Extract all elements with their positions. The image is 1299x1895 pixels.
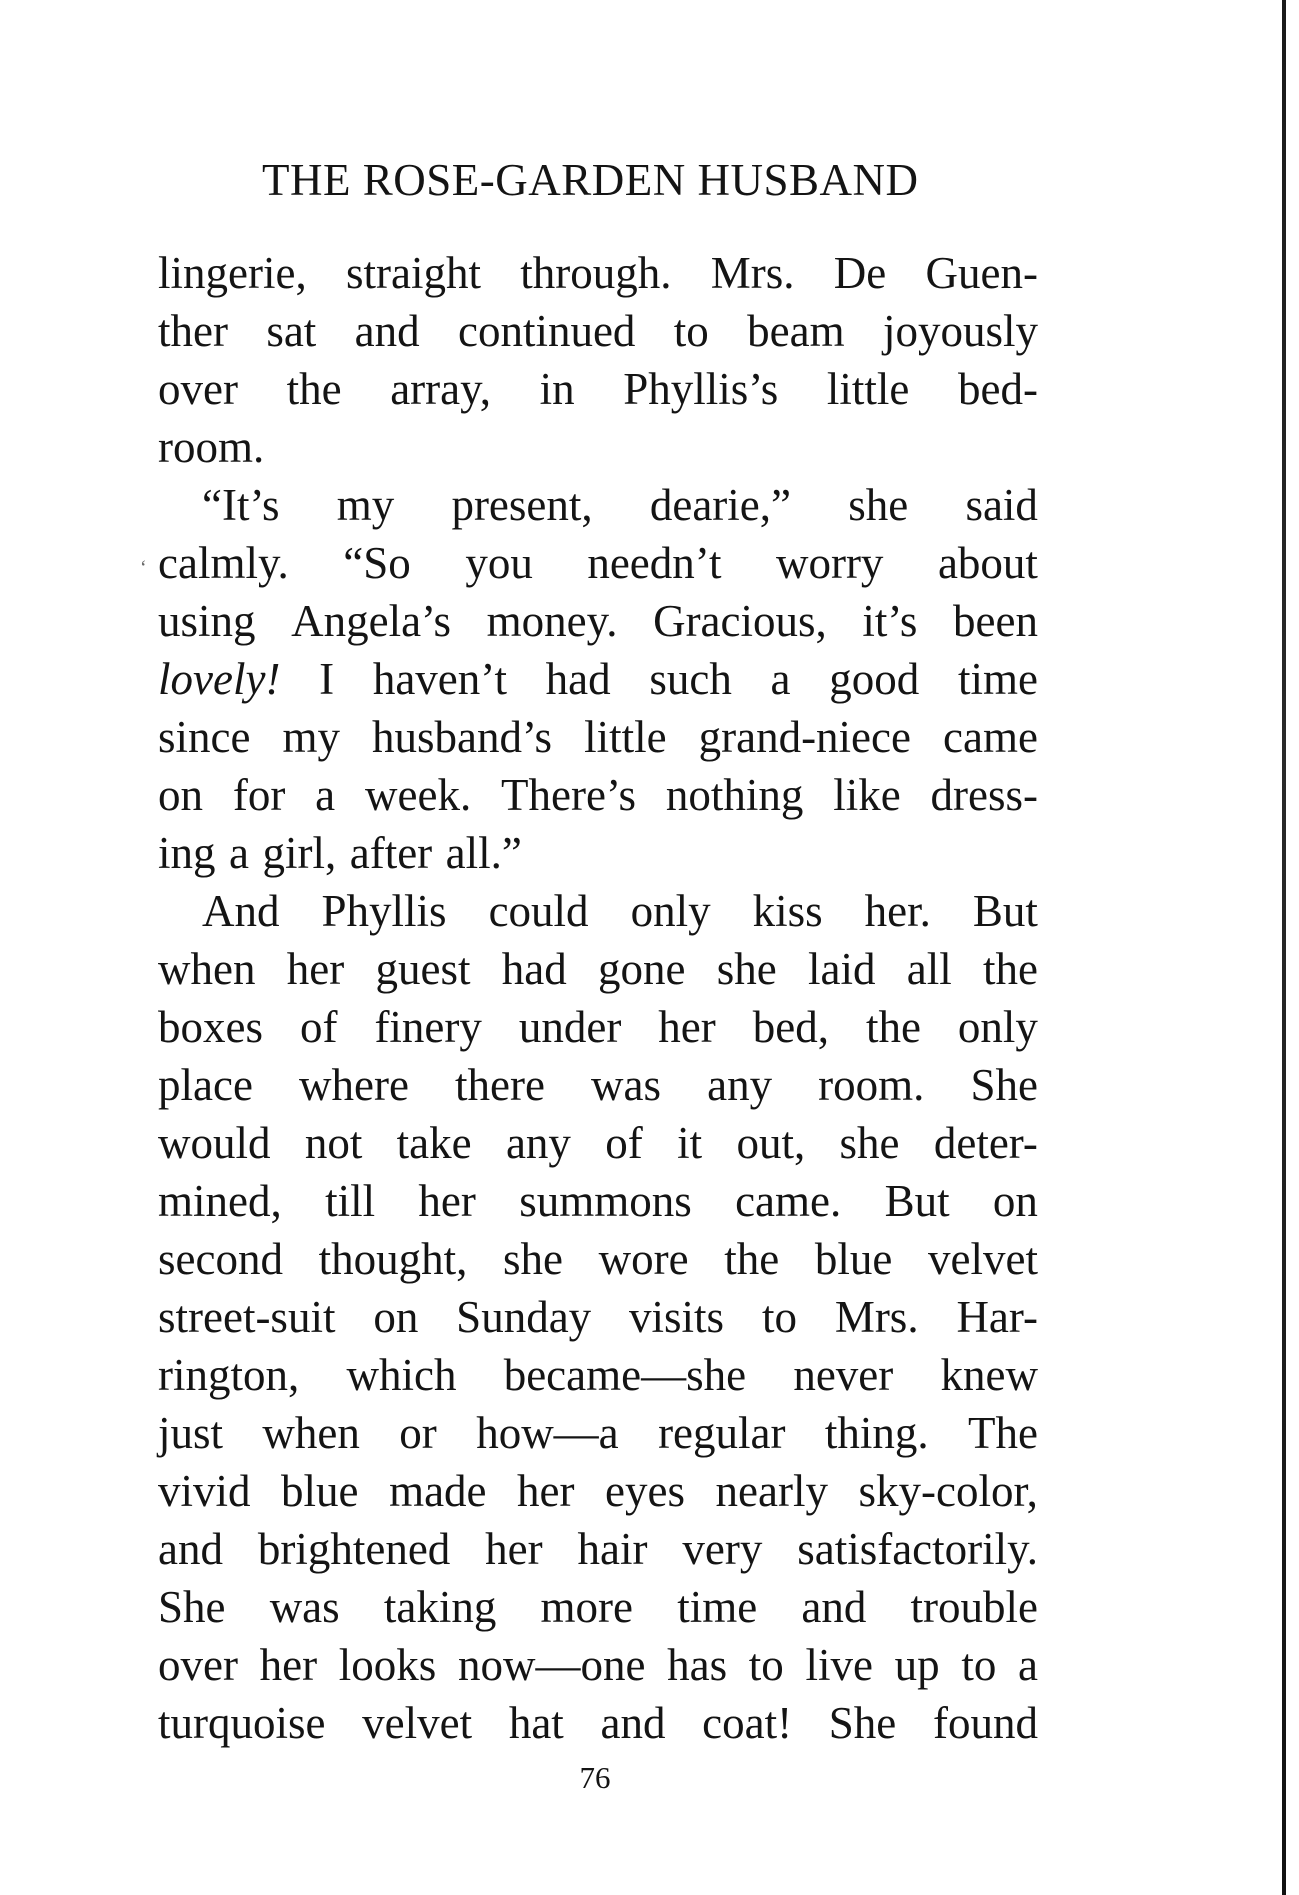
text-line: ther sat and continued to beam joyously (158, 306, 1038, 356)
text-line: when her guest had gone she laid all the (158, 944, 1038, 994)
binding-edge (1282, 0, 1286, 1895)
text-line: “It’s my present, dearie,” she said (202, 480, 1038, 530)
text-line: lovely! I haven’t had such a good time (158, 654, 1038, 704)
body-text (158, 244, 1038, 1752)
text-line: place where there was any room. She (158, 1060, 1038, 1110)
text-line: ing a girl, after all.” (158, 828, 522, 878)
text-line: over her looks now—one has to live up to a (158, 1640, 1038, 1690)
text-line: using Angela’s money. Gracious, it’s been (158, 596, 1038, 646)
text-line: over the array, in Phyllis’s little bed- (158, 364, 1038, 414)
text-line: since my husband’s little grand-niece came (158, 712, 1038, 762)
text-line: boxes of finery under her bed, the only (158, 1002, 1038, 1052)
text-line: would not take any of it out, she deter- (158, 1118, 1038, 1168)
text-line: She was taking more time and trouble (158, 1582, 1038, 1632)
text-line: room. (158, 422, 265, 472)
page-number: 76 (579, 1760, 611, 1795)
text-line: on for a week. There’s nothing like dress- (158, 770, 1038, 820)
text-line: And Phyllis could only kiss her. But (202, 886, 1038, 936)
text-line: just when or how—a regular thing. The (158, 1408, 1038, 1458)
text-line: calmly. “So you needn’t worry about (158, 538, 1038, 588)
text-line: and brightened her hair very satisfactorily. (158, 1524, 1038, 1574)
text-line: street-suit on Sunday visits to Mrs. Har- (158, 1292, 1038, 1342)
text-line: lingerie, straight through. Mrs. De Guen- (158, 248, 1038, 298)
text-line: vivid blue made her eyes nearly sky-color, (158, 1466, 1038, 1516)
text-line: mined, till her summons came. But on (158, 1176, 1038, 1226)
scan-speck: ‘ (140, 557, 147, 579)
text-line: rington, which became—she never knew (158, 1350, 1038, 1400)
text-line: second thought, she wore the blue velvet (158, 1234, 1038, 1284)
text-line: turquoise velvet hat and coat! She found (158, 1698, 1038, 1748)
running-head: THE ROSE-GARDEN HUSBAND (262, 155, 919, 205)
